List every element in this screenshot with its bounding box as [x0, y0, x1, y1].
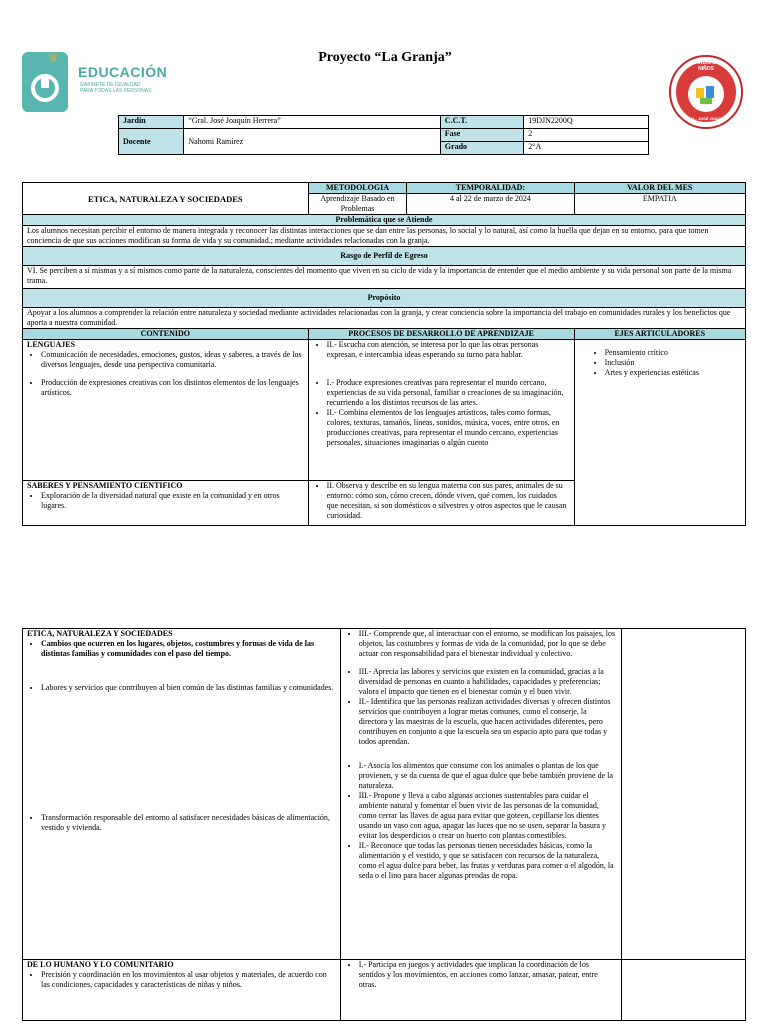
lenguajes-heading: LENGUAJES [27, 340, 76, 349]
problematica-label: Problemática que se Atiende [23, 215, 746, 226]
temporalidad-label: TEMPORALIDAD: [407, 183, 574, 194]
seal-ring-text: GRAL. JOSÉ JOAQUÍN HERRERA T.V. [684, 116, 728, 126]
contenido-label: CONTENIDO [23, 329, 309, 340]
metodologia-label: METODOLOGIA [308, 183, 407, 194]
logo-tagline-1: GABINETE DE IGUALDAD [80, 82, 141, 88]
list-item: • Comunicación de necesidades, emociones, gustos, ideas y saberes, a través de los diversos lenguajes, desde una perspectiva comunitaria. [41, 350, 304, 370]
rasgo-text: VI. Se perciben a sí mismas y a sí mismos como parte de la naturaleza, conscientes del momento que viven en su ciclo de vida y la importancia de entender que el medio ambiente y su vida personal son parte de la misma trama. [23, 266, 746, 289]
valor-value: EMPATIA [574, 194, 745, 215]
cct-label: C.C.T. [440, 116, 523, 129]
list-item: • Cambios que ocurren en los lugares, objetos, costumbres y formas de vida de las distintas familias y comunidades con el paso del tiempo. [41, 639, 336, 659]
list-item: • Producción de expresiones creativas con los distintos elementos de los lenguajes artísticos. [41, 378, 304, 398]
saberes-heading: SABERES Y PENSAMIENTO CIENTIFICO [27, 481, 183, 490]
grado-label: Grado [440, 142, 523, 155]
grado-value: 2°A [524, 142, 649, 155]
list-item: • III.- Propone y lleva a cabo algunas acciones sustentables para cuidar el ambiente natural y fomentar el buen vivir de las personas de la comunidad, como cerrar las llaves de agua para evitar que goteen, cepillarse los dientes usando un vaso con agua, apagar las luces que no se usen, separar la basura y evitar los desperdicios o crear un huerto con plantas comestibles. [359, 791, 617, 841]
list-item: • II.- Escucha con atención, se interesa por lo que las otras personas expresan, e intercambia ideas esperando su turno para hablar. [327, 340, 570, 360]
list-item: • II.- Combina elementos de los lenguajes artísticos, tales como formas, colores, texturas, tamaños, líneas, sonidos, música, voces, entre otros, en producciones creativas, para representar el mundo cercano, experiencias personales, situaciones imaginarias o algún cuento [327, 408, 570, 448]
list-item: • I.- Asocia los alimentos que consume con los animales o plantas de los que provienen, y se da cuenta de que el agua dulce que bebe también proviene de la naturaleza. [359, 761, 617, 791]
list-item: • Labores y servicios que contribuyen al bien común de las distintas familias y comunidades. [41, 683, 336, 693]
logo-tagline-2: PARA TODAS LAS PERSONAS [80, 88, 152, 94]
planning-table-2 [22, 628, 746, 1021]
metodologia-value: Aprendizaje Basado en Problemas [308, 194, 407, 215]
valor-label: VALOR DEL MES [574, 183, 745, 194]
campo-formativo: ETICA, NATURALEZA Y SOCIEDADES [23, 183, 309, 215]
docente-label: Docente [119, 129, 184, 155]
list-item: • I.- Participa en juegos y actividades que implican la coordinación de los sentidos y los movimientos, en acciones como lanzar, amasar, patear, entre otras. [359, 960, 617, 990]
list-item: • Exploración de la diversidad natural que existe en la comunidad y en otros lugares. [41, 491, 304, 511]
problematica-text: Los alumnos necesitan percibir el entorno de manera integrada y reconocer las distintas interacciones que se dan entre las personas, lo social y lo natural, así como la huella que dejan en su entorno, para que tomen conciencia de que sus acciones modifican su forma de vida y su comunidad.; mediante actividades relacionadas con la granja. [23, 226, 746, 247]
rasgo-label: Rasgo de Perfil de Egreso [23, 247, 746, 266]
etica-heading: ETICA, NATURALEZA Y SOCIEDADES [27, 629, 173, 638]
info-table [118, 115, 649, 155]
list-item: • III.- Aprecia las labores y servicios que existen en la comunidad, gracias a la diversidad de personas en cuanto a habilidades, capacidades y preferencias; valora el impacto que tienen en el bienestar común y el buen vivir. [359, 667, 617, 697]
proposito-label: Propósito [23, 289, 746, 308]
fase-label: Fase [440, 129, 523, 142]
logo-name: EDUCACIÓN [78, 64, 168, 80]
eje-item: • Pensamiento crítico [605, 348, 741, 358]
cct-value: 19DJN2200Q [524, 116, 649, 129]
school-seal [668, 54, 744, 130]
list-item: • Precisión y coordinación en los movimientos al usar objetos y materiales, de acuerdo con las condiciones, capacidades y características de niñas y niños. [41, 970, 336, 990]
fase-value: 2 [524, 129, 649, 142]
list-item: • II. Observa y describe en su lengua materna con sus pares, animales de su entorno: cómo son, cómo crecen, dónde viven, qué comen, los cuidados que necesitan, si son domésticos o silvestres y otros aspectos que le causan curiosidad. [327, 481, 570, 521]
temporalidad-value: 4 al 22 de marzo de 2024 [407, 194, 574, 215]
eje-item: • Inclusión [605, 358, 741, 368]
planning-table-1 [22, 182, 746, 526]
list-item: • II.- Identifica que las personas realizan actividades diversas y ofrecen distintos servicios que contribuyen a lograr metas comunes, como el conserje, la directora y las maestras de la escuela, que hacen actividades diferentes, pero contribuyen en conjunto a que la escuela sea un espacio apto para que todas y todos aprendan. [359, 697, 617, 747]
list-item: • II.- Reconoce que todas las personas tienen necesidades básicas, como la alimentación y el vestido, y que se satisfacen con recursos de la naturaleza, como el agua dulce para beber, las frutas y verduras para comer o el algodón, la seda o el lino para hacer algunas prendas de ropa. [359, 841, 617, 881]
crown-icon: ♛ [48, 50, 59, 64]
list-item: • III.- Comprende que, al interactuar con el entorno, se modifican los paisajes, los objetos, las costumbres y formas de vida de la comunidad, por lo que se debe actuar con responsabilidad para el bienestar individual y colectivo. [359, 629, 617, 659]
list-item: • Transformación responsable del entorno al satisfacer necesidades básicas de alimentación, vestido y vivienda. [41, 813, 336, 833]
seal-top-text: JARDÍN DE NIÑOS [692, 60, 720, 72]
nl-brand: NL [24, 52, 40, 66]
humano-heading: DE LO HUMANO Y LO COMUNITARIO [27, 960, 174, 969]
ejes-label: EJES ARTICULADORES [574, 329, 745, 340]
education-logo [22, 52, 182, 114]
docente-value: Nahomi Ramírez [184, 129, 440, 155]
proposito-text: Apoyar a los alumnos a comprender la relación entre naturaleza y sociedad mediante actividades relacionadas con la granja, y crear conciencia sobre la importancia del trabajo en comunidades rurales y los beneficios que aporta a nuestra comunidad. [23, 308, 746, 329]
page-title: Proyecto “La Granja” [318, 50, 452, 65]
procesos-label: PROCESOS DE DESARROLLO DE APRENDIZAJE [308, 329, 574, 340]
jardin-label: Jardín [119, 116, 184, 129]
jardin-value: “Gral. José Joaquín Herrera” [184, 116, 440, 129]
eje-item: • Artes y experiencias estéticas [605, 368, 741, 378]
list-item: • I.- Produce expresiones creativas para representar el mundo cercano, experiencias de su vida personal, familiar o creaciones de su imaginación, recurriendo a los distintos recursos de las artes. [327, 378, 570, 408]
